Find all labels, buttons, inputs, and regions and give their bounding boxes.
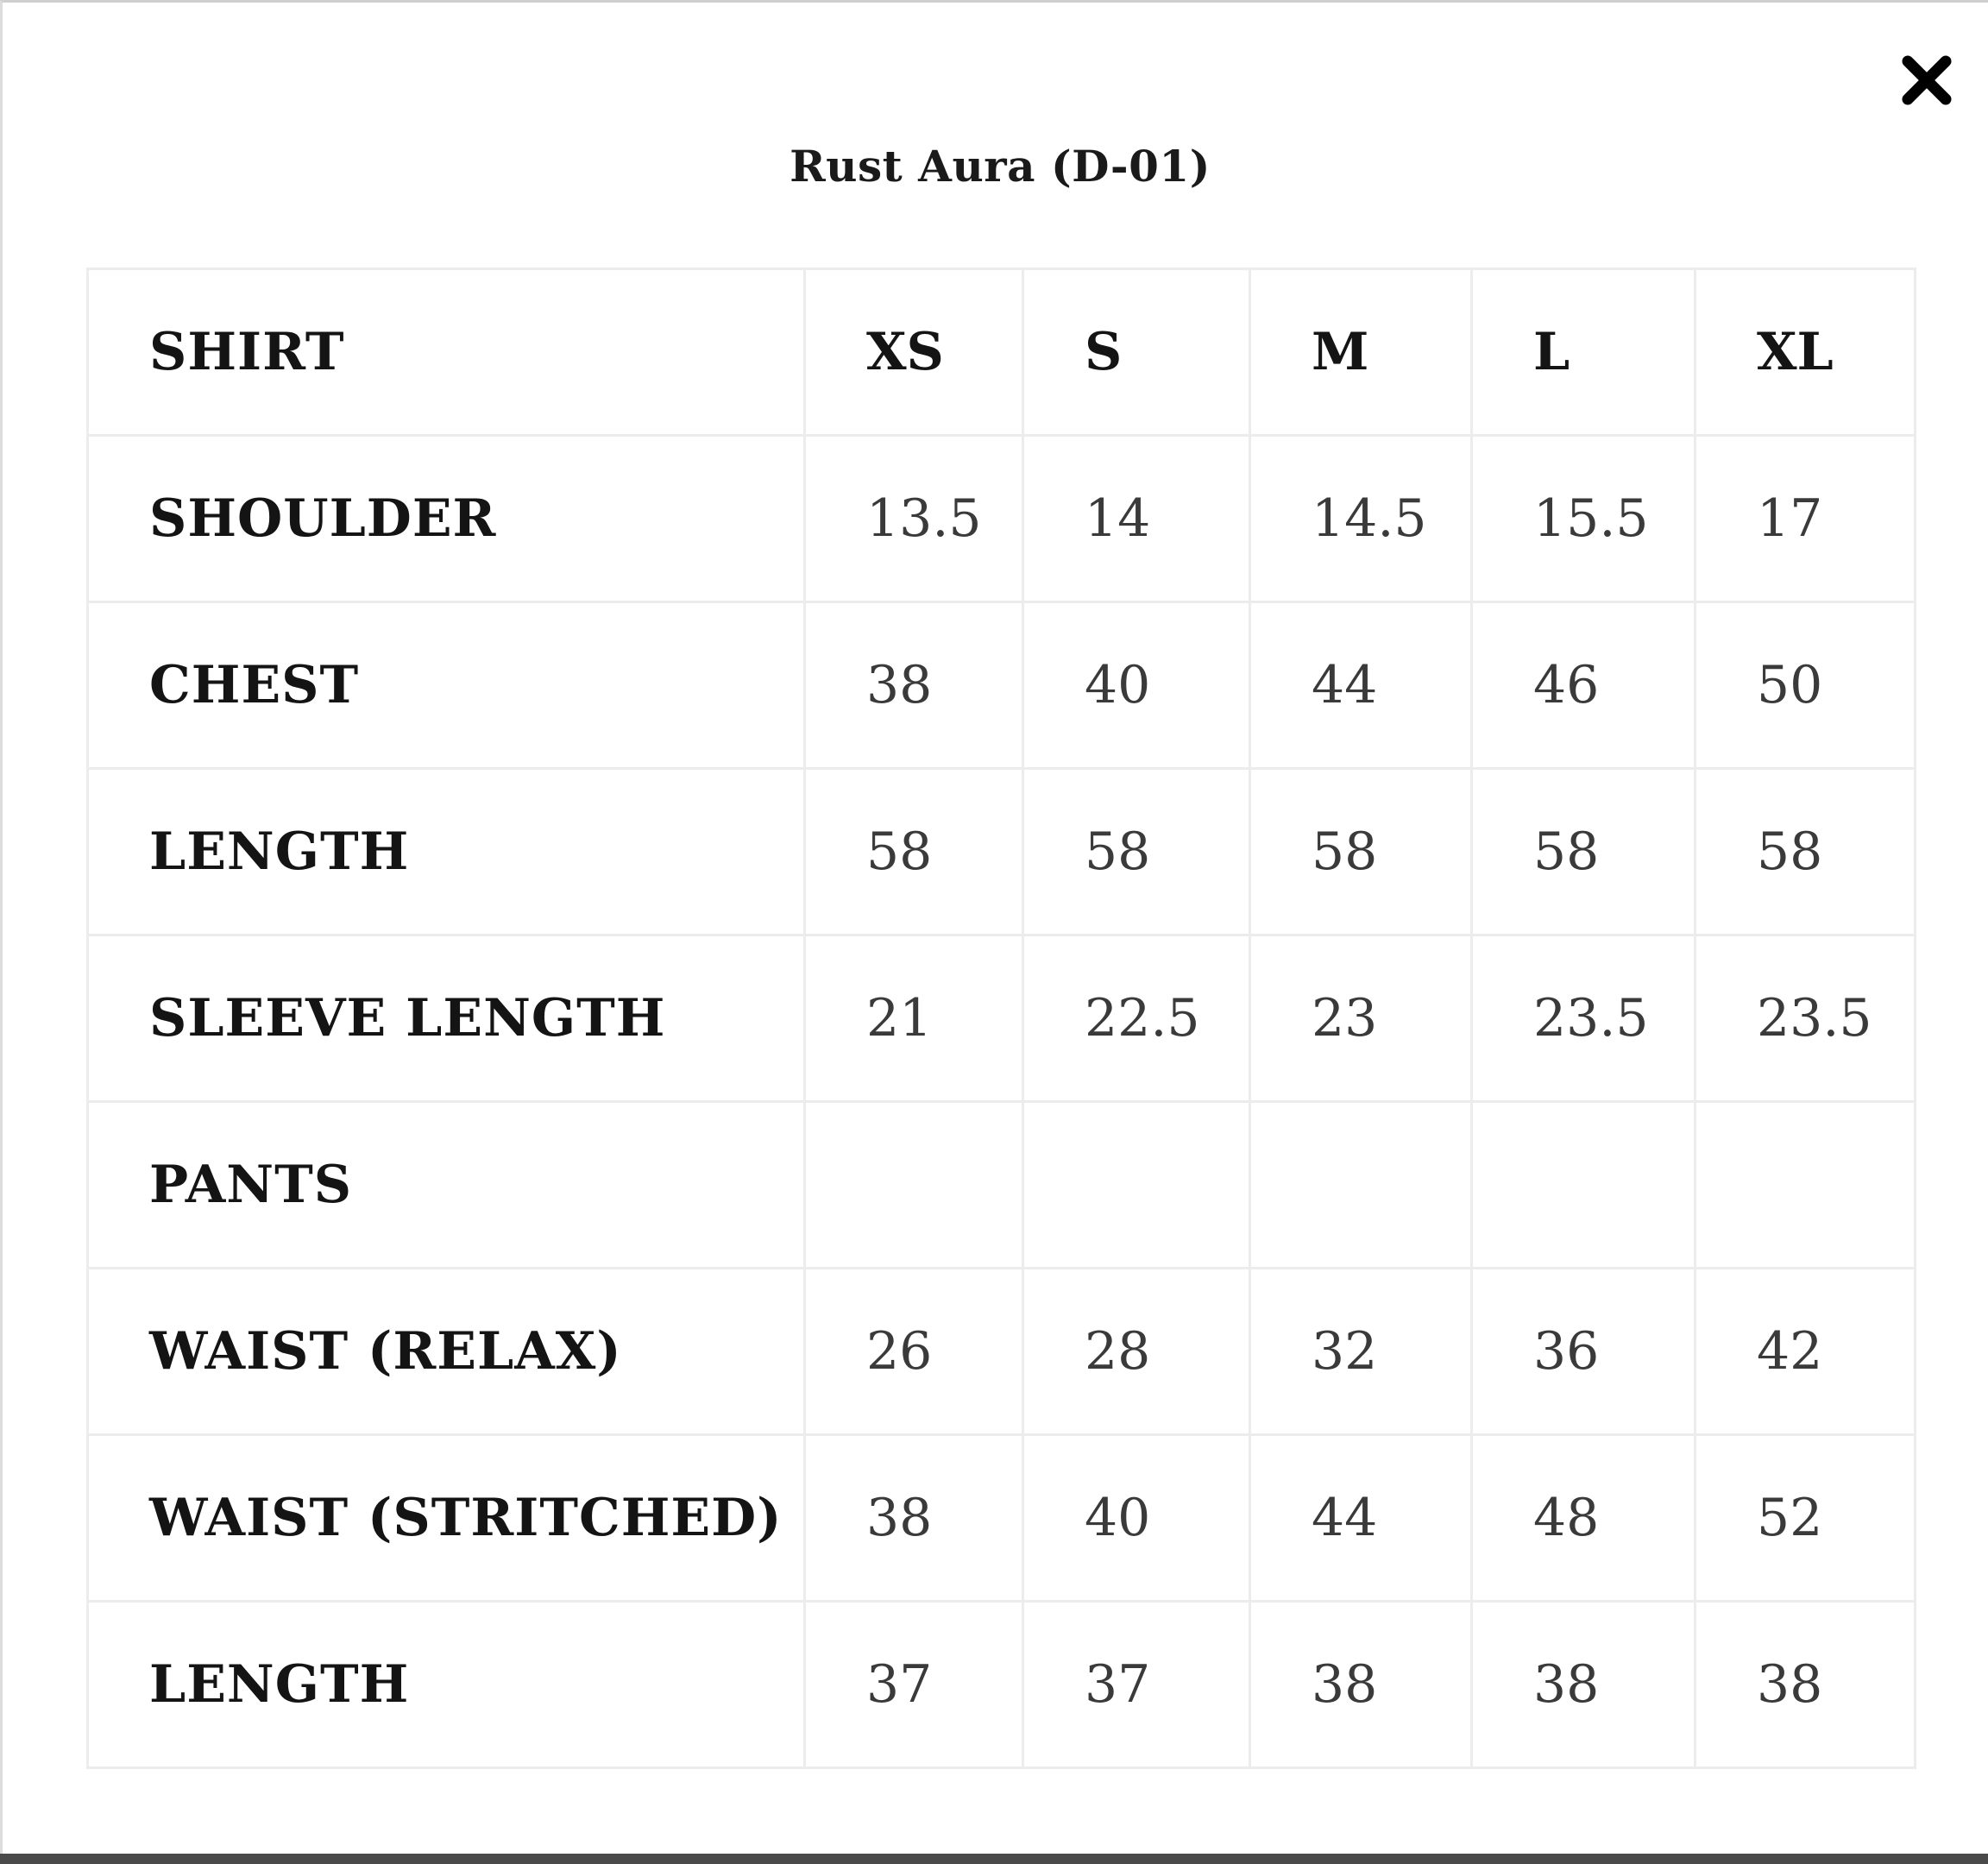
cell-value: 21 (805, 935, 1023, 1102)
size-header-l: L (1472, 269, 1695, 436)
cell-value: 13.5 (805, 436, 1023, 602)
cell-value: 58 (1023, 769, 1250, 935)
row-label: CHEST (88, 602, 805, 769)
table-row (88, 935, 1916, 1102)
size-header-s: S (1023, 269, 1250, 436)
cell-value: 17 (1695, 436, 1916, 602)
cell-value: 44 (1250, 1435, 1472, 1602)
cell-value: 23 (1250, 935, 1472, 1102)
cell-value: 26 (805, 1269, 1023, 1435)
size-header-m: M (1250, 269, 1472, 436)
table-row (88, 1102, 1916, 1269)
row-label: SHOULDER (88, 436, 805, 602)
table-row (88, 1435, 1916, 1602)
cell-value: 23.5 (1472, 935, 1695, 1102)
cell-value: 58 (1472, 769, 1695, 935)
cell-value: 14 (1023, 436, 1250, 602)
cell-value: 28 (1023, 1269, 1250, 1435)
cell-value: 46 (1472, 602, 1695, 769)
cell-value: 14.5 (1250, 436, 1472, 602)
size-chart-table (86, 268, 1916, 1769)
row-label: PANTS (88, 1102, 805, 1269)
cell-value: 38 (1695, 1602, 1916, 1768)
size-header-xs: XS (805, 269, 1023, 436)
dialog-title: Rust Aura (D-01) (790, 141, 1211, 192)
cell-value: 58 (1250, 769, 1472, 935)
close-icon (1899, 53, 1954, 108)
table-row (88, 1269, 1916, 1435)
row-label: WAIST (RELAX) (88, 1269, 805, 1435)
cell-value: 50 (1695, 602, 1916, 769)
cell-value: 48 (1472, 1435, 1695, 1602)
header-label: SHIRT (88, 269, 805, 436)
cell-value: 36 (1472, 1269, 1695, 1435)
cell-value: 38 (1250, 1602, 1472, 1768)
cell-value (1250, 1102, 1472, 1269)
cell-value: 22.5 (1023, 935, 1250, 1102)
cell-value (1472, 1102, 1695, 1269)
cell-value: 58 (805, 769, 1023, 935)
cell-value: 37 (1023, 1602, 1250, 1768)
table-row (88, 602, 1916, 769)
cell-value: 42 (1695, 1269, 1916, 1435)
cell-value: 38 (805, 1435, 1023, 1602)
cell-value (1695, 1102, 1916, 1269)
row-label: SLEEVE LENGTH (88, 935, 805, 1102)
size-header-xl: XL (1695, 269, 1916, 436)
cell-value: 38 (1472, 1602, 1695, 1768)
cell-value (1023, 1102, 1250, 1269)
backdrop[interactable] (0, 1854, 1988, 1864)
close-button[interactable] (1894, 47, 1960, 113)
cell-value: 58 (1695, 769, 1916, 935)
cell-value: 38 (805, 602, 1023, 769)
cell-value: 32 (1250, 1269, 1472, 1435)
row-label: LENGTH (88, 769, 805, 935)
cell-value: 52 (1695, 1435, 1916, 1602)
cell-value (805, 1102, 1023, 1269)
row-label: LENGTH (88, 1602, 805, 1768)
cell-value: 23.5 (1695, 935, 1916, 1102)
cell-value: 37 (805, 1602, 1023, 1768)
table-row (88, 769, 1916, 935)
row-label: WAIST (STRITCHED) (88, 1435, 805, 1602)
table-header-row (88, 269, 1916, 436)
table-row (88, 436, 1916, 602)
cell-value: 44 (1250, 602, 1472, 769)
cell-value: 15.5 (1472, 436, 1695, 602)
cell-value: 40 (1023, 1435, 1250, 1602)
table-row (88, 1602, 1916, 1768)
cell-value: 40 (1023, 602, 1250, 769)
